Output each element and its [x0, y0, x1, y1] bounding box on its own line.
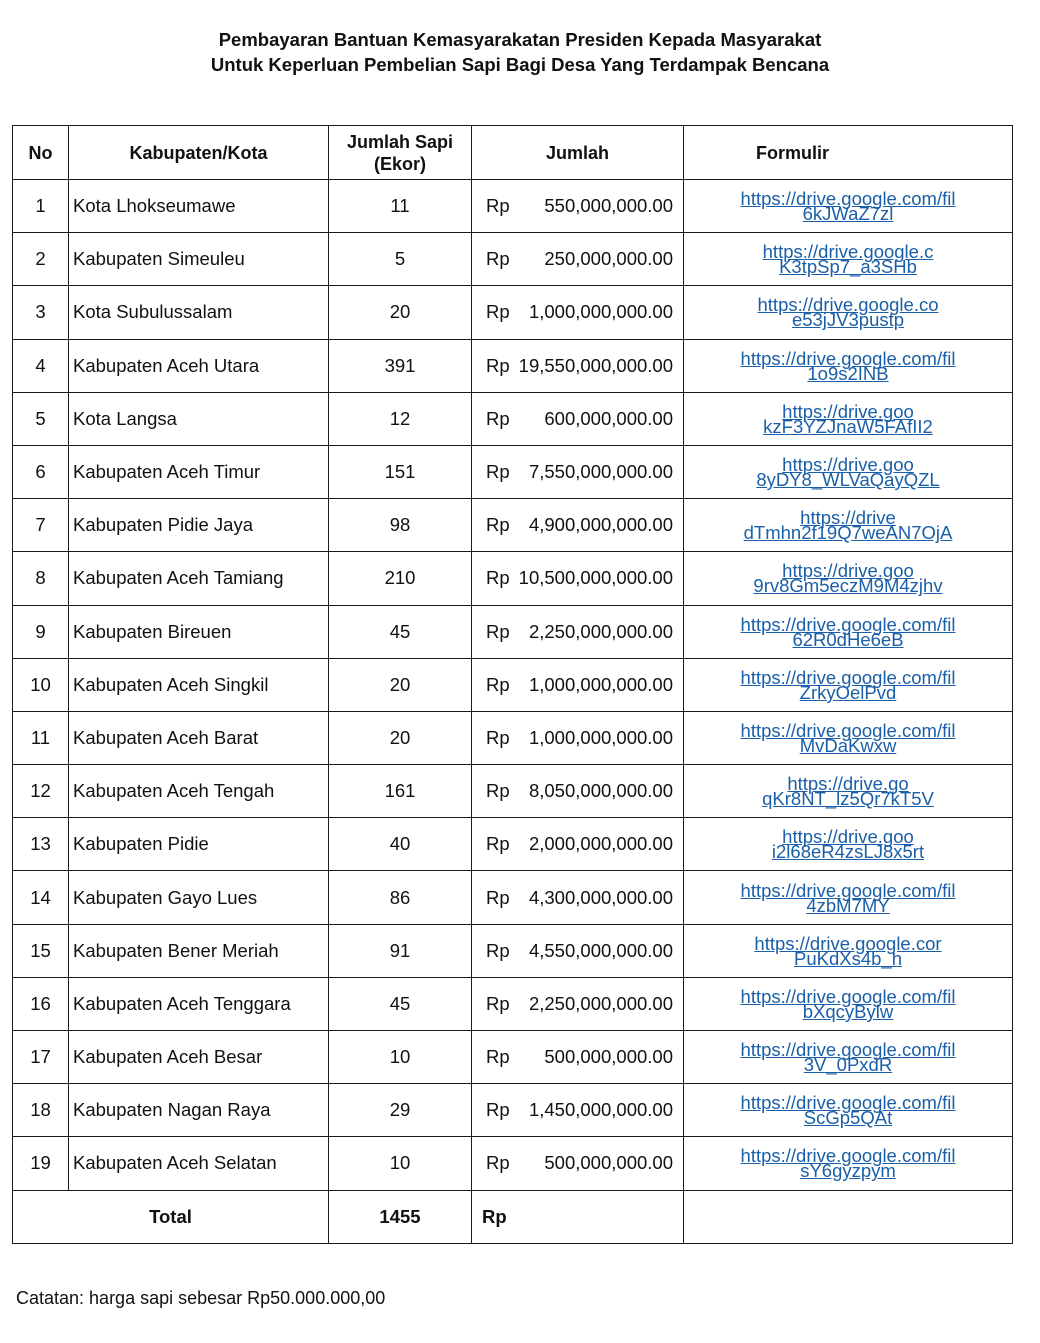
row-jumlah-sapi: 151: [329, 445, 472, 498]
table-row: [13, 818, 1013, 871]
row-no: 9: [13, 605, 69, 658]
link-line-1[interactable]: https://drive.google.c: [762, 241, 934, 263]
link-line-2[interactable]: 62R0dHe6eB: [792, 628, 904, 650]
row-formulir-link[interactable]: [684, 818, 1013, 871]
row-jumlah-sapi: 5: [329, 233, 472, 286]
link-line-2[interactable]: 6kJWaZ7zl: [802, 203, 894, 225]
table-row: [13, 339, 1013, 392]
row-kabupaten: Kota Langsa: [69, 392, 329, 445]
total-label: Total: [13, 1190, 329, 1243]
row-kabupaten: Kabupaten Aceh Selatan: [69, 1137, 329, 1190]
header-no: No: [13, 126, 69, 180]
table-row: [13, 658, 1013, 711]
document-title: [0, 27, 1040, 77]
row-jumlah-sapi: 91: [329, 924, 472, 977]
row-jumlah-sapi: 98: [329, 499, 472, 552]
row-amount: 4,550,000,000.00: [528, 939, 673, 961]
table-row: [13, 977, 1013, 1030]
link-line-1[interactable]: https://drive.google.co: [757, 294, 939, 316]
link-line-2[interactable]: 1o9s2INB: [807, 362, 889, 384]
row-kabupaten: Kabupaten Aceh Besar: [69, 1031, 329, 1084]
link-line-1[interactable]: https://drive.goo: [782, 826, 914, 848]
link-line-2[interactable]: i2l68eR4zsLJ8x5rt: [771, 841, 925, 863]
row-formulir-link[interactable]: [684, 977, 1013, 1030]
row-jumlah-sapi: 210: [329, 552, 472, 605]
row-no: 7: [13, 499, 69, 552]
row-currency: Rp: [486, 673, 510, 695]
link-line-1[interactable]: https://drive.google.com/fil: [740, 719, 956, 741]
row-formulir-link[interactable]: [684, 286, 1013, 339]
row-amount: 4,900,000,000.00: [528, 514, 673, 536]
link-line-2[interactable]: 9rv8Gm5eczM9M4zjhv: [753, 575, 943, 597]
table-row: [13, 180, 1013, 233]
row-no: 15: [13, 924, 69, 977]
link-line-2[interactable]: 3V_0PxdR: [803, 1054, 893, 1076]
row-currency: Rp: [486, 514, 510, 536]
row-amount: 1,000,000,000.00: [528, 726, 673, 748]
link-line-1[interactable]: https://drive.google.com/fil: [740, 188, 956, 210]
link-line-2[interactable]: kzF3YZJnaW5FAfII2: [763, 415, 933, 437]
row-kabupaten: Kabupaten Aceh Utara: [69, 339, 329, 392]
row-kabupaten: Kabupaten Aceh Tamiang: [69, 552, 329, 605]
header-formulir: [684, 126, 1013, 180]
link-line-1[interactable]: https://drive.google.com/fil: [740, 347, 956, 369]
table-row: [13, 233, 1013, 286]
link-line-2[interactable]: ScGp5QAt: [803, 1107, 893, 1129]
row-no: 11: [13, 711, 69, 764]
link-line-1[interactable]: https://drive.google.com/fil: [740, 1092, 956, 1114]
row-formulir-link[interactable]: [684, 392, 1013, 445]
row-jumlah: [472, 924, 684, 977]
link-line-1[interactable]: https://drive.google.com/fil: [740, 985, 956, 1007]
link-line-2[interactable]: ZrkyOelPvd: [799, 681, 897, 703]
row-no: 16: [13, 977, 69, 1030]
row-jumlah-sapi: 12: [329, 392, 472, 445]
row-jumlah-sapi: 40: [329, 818, 472, 871]
row-currency: Rp: [486, 195, 510, 217]
link-line-2[interactable]: 4zbM7MY: [806, 894, 890, 916]
link-line-2[interactable]: sY6gyzpym: [800, 1160, 896, 1182]
row-no: 12: [13, 765, 69, 818]
link-line-2[interactable]: 8yDY8_WLVaQayQZL: [756, 469, 940, 491]
row-jumlah: [472, 711, 684, 764]
row-currency: Rp: [486, 567, 510, 589]
row-jumlah: [472, 871, 684, 924]
row-amount: 4,300,000,000.00: [528, 886, 673, 908]
row-jumlah-sapi: 20: [329, 658, 472, 711]
total-formulir-cell: [684, 1190, 1013, 1243]
link-line-1[interactable]: https://drive.go: [787, 773, 909, 795]
row-jumlah-sapi: 45: [329, 977, 472, 1030]
table-row: [13, 392, 1013, 445]
row-jumlah-sapi: 45: [329, 605, 472, 658]
row-amount: 500,000,000.00: [544, 1046, 673, 1068]
row-formulir-link[interactable]: [684, 339, 1013, 392]
table-row: [13, 286, 1013, 339]
table-row: [13, 1031, 1013, 1084]
row-amount: 10,500,000,000.00: [518, 567, 673, 589]
table-row: [13, 499, 1013, 552]
row-jumlah: [472, 765, 684, 818]
row-jumlah: [472, 233, 684, 286]
table-row: [13, 765, 1013, 818]
row-amount: 19,550,000,000.00: [518, 354, 673, 376]
row-amount: 2,250,000,000.00: [528, 992, 673, 1014]
row-kabupaten: Kabupaten Aceh Tengah: [69, 765, 329, 818]
link-line-2[interactable]: qKr8NT_lz5Qr7kT5V: [762, 788, 934, 810]
row-jumlah-sapi: 161: [329, 765, 472, 818]
row-jumlah: [472, 605, 684, 658]
header-jumlah-sapi: [329, 126, 472, 180]
row-jumlah: [472, 1084, 684, 1137]
row-amount: 600,000,000.00: [544, 407, 673, 429]
row-jumlah-sapi: 29: [329, 1084, 472, 1137]
table-row: [13, 445, 1013, 498]
row-amount: 1,000,000,000.00: [528, 301, 673, 323]
table-row: [13, 552, 1013, 605]
row-currency: Rp: [486, 726, 510, 748]
row-no: 17: [13, 1031, 69, 1084]
row-jumlah: [472, 658, 684, 711]
row-jumlah-sapi: 20: [329, 286, 472, 339]
row-jumlah-sapi: 11: [329, 180, 472, 233]
row-jumlah: [472, 445, 684, 498]
row-currency: Rp: [486, 939, 510, 961]
link-line-1[interactable]: https://drive.google.com/fil: [740, 666, 956, 688]
link-line-1[interactable]: https://drive.goo: [782, 560, 914, 582]
row-jumlah-sapi: 10: [329, 1031, 472, 1084]
row-kabupaten: Kota Subulussalam: [69, 286, 329, 339]
row-amount: 250,000,000.00: [544, 248, 673, 270]
table-row: [13, 605, 1013, 658]
row-currency: Rp: [486, 1152, 510, 1174]
payment-table: [12, 125, 1013, 1244]
row-kabupaten: Kabupaten Gayo Lues: [69, 871, 329, 924]
row-formulir-link[interactable]: [684, 871, 1013, 924]
table-row: [13, 1084, 1013, 1137]
row-no: 3: [13, 286, 69, 339]
row-amount: 550,000,000.00: [544, 195, 673, 217]
row-jumlah-sapi: 391: [329, 339, 472, 392]
total-row: [13, 1190, 1013, 1243]
row-formulir-link[interactable]: [684, 1084, 1013, 1137]
row-kabupaten: Kabupaten Nagan Raya: [69, 1084, 329, 1137]
row-currency: Rp: [486, 833, 510, 855]
link-line-1[interactable]: https://drive.google.com/fil: [740, 613, 956, 635]
row-formulir-link[interactable]: [684, 1031, 1013, 1084]
row-kabupaten: Kota Lhokseumawe: [69, 180, 329, 233]
row-currency: Rp: [486, 992, 510, 1014]
link-line-2[interactable]: PuKdXs4b_h: [793, 947, 902, 969]
row-jumlah: [472, 339, 684, 392]
row-formulir-link[interactable]: [684, 658, 1013, 711]
link-line-1[interactable]: https://drive.google.cor: [754, 932, 942, 954]
row-jumlah: [472, 818, 684, 871]
row-jumlah: [472, 180, 684, 233]
note-text: Catatan: harga sapi sebesar Rp50.000.000,00: [16, 1288, 386, 1308]
row-jumlah-sapi: 10: [329, 1137, 472, 1190]
row-formulir-link[interactable]: [684, 445, 1013, 498]
row-no: 5: [13, 392, 69, 445]
link-line-1[interactable]: https://drive.google.com/fil: [740, 1039, 956, 1061]
row-no: 8: [13, 552, 69, 605]
table-header-row: [13, 126, 1013, 180]
row-formulir-link[interactable]: [684, 233, 1013, 286]
row-currency: Rp: [486, 780, 510, 802]
row-no: 18: [13, 1084, 69, 1137]
table-row: [13, 871, 1013, 924]
row-formulir-link[interactable]: [684, 552, 1013, 605]
row-no: 2: [13, 233, 69, 286]
row-amount: 2,250,000,000.00: [528, 620, 673, 642]
header-jumlah: Jumlah: [472, 126, 684, 180]
row-jumlah: [472, 286, 684, 339]
row-currency: Rp: [486, 407, 510, 429]
link-line-1[interactable]: https://drive.google.com/fil: [740, 1145, 956, 1167]
row-jumlah: [472, 1137, 684, 1190]
row-formulir-link[interactable]: [684, 605, 1013, 658]
link-line-1[interactable]: https://drive.google.com/fil: [740, 879, 956, 901]
row-amount: 7,550,000,000.00: [528, 461, 673, 483]
row-currency: Rp: [486, 301, 510, 323]
row-amount: 1,000,000,000.00: [528, 673, 673, 695]
row-amount: 8,050,000,000.00: [528, 780, 673, 802]
row-kabupaten: Kabupaten Bireuen: [69, 605, 329, 658]
row-currency: Rp: [486, 461, 510, 483]
row-formulir-link[interactable]: [684, 499, 1013, 552]
row-kabupaten: Kabupaten Pidie: [69, 818, 329, 871]
link-line-1[interactable]: https://drive.goo: [782, 454, 914, 476]
row-formulir-link[interactable]: [684, 924, 1013, 977]
row-formulir-link[interactable]: [684, 180, 1013, 233]
row-no: 13: [13, 818, 69, 871]
row-kabupaten: Kabupaten Bener Meriah: [69, 924, 329, 977]
row-jumlah: [472, 977, 684, 1030]
row-formulir-link[interactable]: [684, 765, 1013, 818]
row-jumlah: [472, 499, 684, 552]
row-kabupaten: Kabupaten Aceh Tenggara: [69, 977, 329, 1030]
header-formulir-label: Formulir: [756, 142, 830, 163]
row-no: 14: [13, 871, 69, 924]
row-jumlah: [472, 392, 684, 445]
table-row: [13, 1137, 1013, 1190]
link-line-2[interactable]: bXqcyBylw: [802, 1000, 894, 1022]
row-jumlah-sapi: 86: [329, 871, 472, 924]
row-no: 1: [13, 180, 69, 233]
row-kabupaten: Kabupaten Aceh Singkil: [69, 658, 329, 711]
link-line-2[interactable]: MvDaKwxw: [799, 734, 897, 756]
row-currency: Rp: [486, 620, 510, 642]
title-line-2: Untuk Keperluan Pembelian Sapi Bagi Desa Yang Terdampak Bencana: [210, 54, 830, 75]
row-formulir-link[interactable]: [684, 1137, 1013, 1190]
row-no: 19: [13, 1137, 69, 1190]
row-amount: 500,000,000.00: [544, 1152, 673, 1174]
link-line-1[interactable]: https://drive.goo: [782, 400, 914, 422]
row-jumlah: [472, 1031, 684, 1084]
row-currency: Rp: [486, 1046, 510, 1068]
row-no: 10: [13, 658, 69, 711]
row-jumlah: [472, 552, 684, 605]
row-kabupaten: Kabupaten Aceh Timur: [69, 445, 329, 498]
row-currency: Rp: [486, 248, 510, 270]
row-kabupaten: Kabupaten Pidie Jaya: [69, 499, 329, 552]
header-sapi-line-1: Jumlah Sapi: [346, 131, 454, 152]
row-jumlah-sapi: 20: [329, 711, 472, 764]
row-no: 6: [13, 445, 69, 498]
row-formulir-link[interactable]: [684, 711, 1013, 764]
table-row: [13, 711, 1013, 764]
row-amount: 1,450,000,000.00: [528, 1099, 673, 1121]
row-currency: Rp: [486, 354, 510, 376]
link-line-1[interactable]: https://drive: [800, 507, 896, 529]
header-sapi-line-2: (Ekor): [373, 153, 426, 174]
total-currency: Rp: [472, 1190, 684, 1243]
total-sapi: 1455: [329, 1190, 472, 1243]
title-line-1: Pembayaran Bantuan Kemasyarakatan Presiden Kepada Masyarakat: [218, 29, 822, 50]
link-line-2[interactable]: K3tpSp7_a3SHb: [779, 256, 917, 278]
link-line-2[interactable]: dTmhn2f19Q7weAN7OjA: [743, 522, 953, 544]
table-row: [13, 924, 1013, 977]
row-kabupaten: Kabupaten Aceh Barat: [69, 711, 329, 764]
row-no: 4: [13, 339, 69, 392]
row-currency: Rp: [486, 1099, 510, 1121]
link-line-2[interactable]: e53jJV3pustp: [791, 309, 905, 331]
row-currency: Rp: [486, 886, 510, 908]
header-kabupaten: Kabupaten/Kota: [69, 126, 329, 180]
row-kabupaten: Kabupaten Simeuleu: [69, 233, 329, 286]
row-amount: 2,000,000,000.00: [528, 833, 673, 855]
